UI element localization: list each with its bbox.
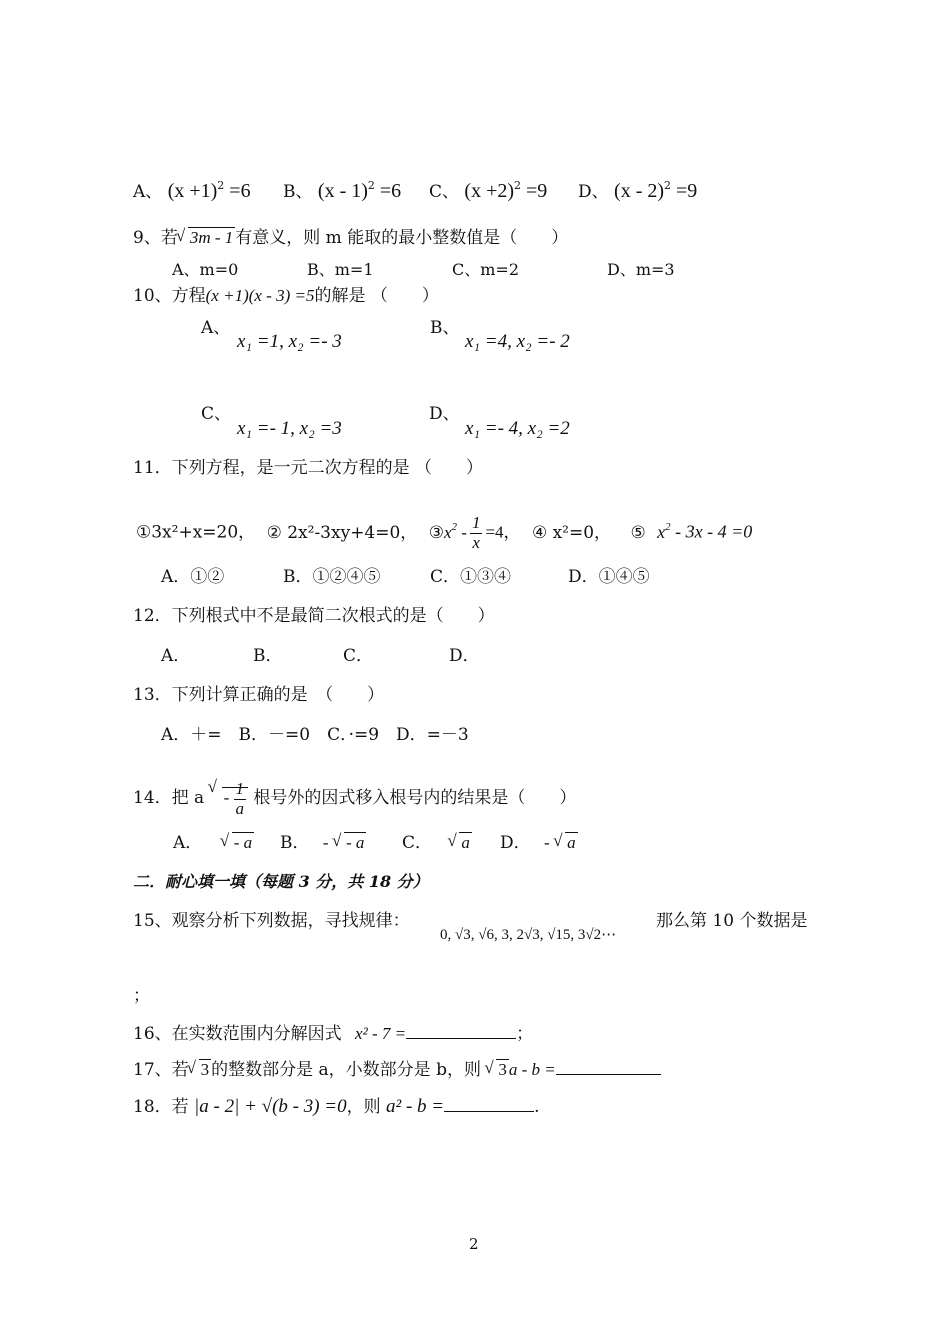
q17-line: 17、若 √ 3 的整数部分是 a，小数部分是 b，则 √ 3 a - b = <box>133 1061 661 1079</box>
q17-prefix: 17、若 <box>133 1060 189 1080</box>
q11-option-a: A．①② <box>161 567 225 587</box>
q11-item-3-num: 1 <box>471 513 481 532</box>
q8-option-c-exp: 2 <box>514 179 522 192</box>
q11-item-3-fraction <box>470 514 483 552</box>
q9-radical <box>178 229 235 246</box>
q10-option-b-expr: x₁ =4, x₂ =- 2 <box>465 331 570 352</box>
q15-end: ； <box>133 986 150 1006</box>
q11-item-2: ② 2x²-3xy+4=0， <box>266 522 418 543</box>
q13-stem: 13．下列计算正确的是 （ ） <box>133 685 385 705</box>
q14-stem <box>133 780 576 818</box>
q18-expr2: a² - b = <box>386 1096 445 1117</box>
q10-option-a-expr: x₁ =1, x₂ =- 3 <box>237 331 342 352</box>
q8-option-c-label: C、 <box>429 182 460 202</box>
q9-suffix: 有意义，则 m 能取的最小整数值是（ ） <box>235 228 569 248</box>
q18-expr: |a - 2| + √(b - 3) =0 <box>194 1096 347 1117</box>
q11-item-3-prefix: ③ <box>428 522 444 543</box>
q18-middle: ，则 <box>346 1097 381 1117</box>
q10-prefix: 10、方程 <box>133 286 206 306</box>
q16-prefix: 16、在实数范围内分解因式 <box>133 1024 342 1044</box>
q10-option-c-label: C、 <box>201 404 232 424</box>
q12-stem: 12．下列根式中不是最简二次根式的是（ ） <box>133 606 495 626</box>
q17-blank[interactable] <box>556 1074 661 1075</box>
q14-option-c <box>402 834 472 852</box>
q17-expr: a - b = <box>508 1060 556 1079</box>
q13-options: A．＋= B．－=0 C．·=9 D．=－3 <box>161 725 469 745</box>
q11-item-5-expr: - 3x - 4 =0 <box>675 521 753 542</box>
q14-option-a-expr: - a <box>233 833 253 852</box>
q14-option-d-expr: a <box>567 833 576 852</box>
q8-option-b-rhs: =6 <box>374 180 402 202</box>
q18-blank[interactable] <box>444 1111 534 1112</box>
q8-option-b <box>283 180 401 201</box>
q10-stem <box>133 287 439 305</box>
q10-equation: (x +1)(x - 3) =5 <box>205 286 315 305</box>
q8-option-a-label: A、 <box>133 182 163 202</box>
q9-option-b: B、m=1 <box>307 260 374 279</box>
q16-blank[interactable] <box>406 1038 516 1039</box>
q8-option-b-label: B、 <box>283 182 313 202</box>
page-number: 2 <box>469 1235 479 1253</box>
q12-option-c: C． <box>343 646 374 666</box>
q11-option-d: D．①④⑤ <box>568 567 650 587</box>
q8-option-c <box>429 180 547 201</box>
q8-option-c-expr: (x +2) <box>464 180 515 202</box>
q14-option-b-expr: - a <box>345 833 365 852</box>
q8-option-d-label: D、 <box>578 182 609 202</box>
q14-prefix: 14．把 a <box>133 788 205 809</box>
q14-option-b: B． - √ - a <box>280 834 366 852</box>
q14-option-d: D． - √ a <box>500 834 578 852</box>
q8-option-b-expr: (x - 1) <box>317 180 368 202</box>
q8-option-a-exp: 2 <box>217 179 225 192</box>
q11-option-b: B．①②④⑤ <box>283 567 381 587</box>
q18-line <box>133 1097 540 1116</box>
q9-option-a: A、m=0 <box>172 260 239 279</box>
q10-option-a-label: A、 <box>201 318 231 338</box>
q12-option-d: D． <box>449 646 480 666</box>
q14-frac-num: 1 <box>235 779 244 798</box>
q12-option-a: A． <box>161 646 191 666</box>
q10-option-b-label: B、 <box>430 318 460 338</box>
q11-items: ①3x²+x=20， ② 2x²-3xy+4=0， $③x^2$ - $\frac{1}{x}$ =4， ④ x²=0， ⑤ $x^2 - 3x - 4 =0$ <box>136 513 753 552</box>
q11-item-3-den: x <box>472 532 480 552</box>
q14-option-d-label: D． <box>500 833 531 853</box>
q18-end: . <box>534 1097 540 1117</box>
q9-option-d: D、m=3 <box>607 260 675 279</box>
q8-option-d-exp: 2 <box>664 179 672 192</box>
q9-option-c: C、m=2 <box>452 260 520 279</box>
q16-end: ； <box>516 1024 534 1044</box>
q8-option-c-rhs: =9 <box>521 180 548 202</box>
q14-frac-den: a <box>235 798 244 818</box>
q11-item-3-rhs: =4， <box>485 522 521 542</box>
q9-stem <box>133 229 568 247</box>
q17-middle: 的整数部分是 a，小数部分是 b，则 <box>211 1060 481 1080</box>
q14-option-a <box>173 834 254 852</box>
q10-option-d-expr: x₁ =- 4, x₂ =2 <box>465 418 570 439</box>
q8-option-a-rhs: =6 <box>224 180 251 202</box>
q14-option-b-label: B． <box>280 833 310 853</box>
q18-prefix: 18．若 <box>133 1097 189 1117</box>
q11-item-5-prefix: ⑤ <box>630 522 646 543</box>
q15-sequence: 0, √3, √6, 3, 2√3, √15, 3√2⋯ <box>440 927 617 943</box>
q11-option-c: C．①③④ <box>430 567 512 587</box>
q9-radicand: 3m - 1 <box>189 228 234 247</box>
q9-prefix: 9、若 <box>133 228 178 248</box>
q12-option-b: B． <box>253 646 283 666</box>
q10-suffix: 的解是 （ ） <box>314 286 439 306</box>
q8-option-d-rhs: =9 <box>671 180 698 202</box>
q16-expr: x² - 7 = <box>355 1024 407 1043</box>
q8-option-d <box>578 180 697 201</box>
q11-item-4: ④ x²=0， <box>531 522 612 543</box>
q8-options <box>133 180 251 201</box>
q11-item-1: ①3x²+x=20， <box>136 522 256 543</box>
q8-option-a-expr: (x +1) <box>167 180 218 202</box>
q15-suffix: 那么第 10 个数据是 <box>656 911 808 931</box>
q10-option-d-label: D、 <box>429 404 460 424</box>
q16-line <box>133 1025 533 1043</box>
q14-option-c-expr: a <box>461 833 470 852</box>
section-2-heading: 二．耐心填一填（每题 3 分，共 18 分） <box>133 872 429 891</box>
q11-stem: 11．下列方程，是一元二次方程的是 （ ） <box>133 458 484 478</box>
q15-prefix: 15、观察分析下列数据，寻找规律： <box>133 911 410 931</box>
q14-suffix: 根号外的因式移入根号内的结果是（ ） <box>253 788 577 809</box>
q14-option-a-label: A． <box>173 833 203 853</box>
q14-option-c-label: C． <box>402 833 433 853</box>
q8-option-d-expr: (x - 2) <box>614 180 665 202</box>
q10-option-c-expr: x₁ =- 1, x₂ =3 <box>237 418 342 439</box>
q17-rad: 3 <box>200 1060 210 1079</box>
q14-radical: √ - $\frac{1}{a}$ <box>210 780 248 818</box>
q8-option-b-exp: 2 <box>367 179 375 192</box>
